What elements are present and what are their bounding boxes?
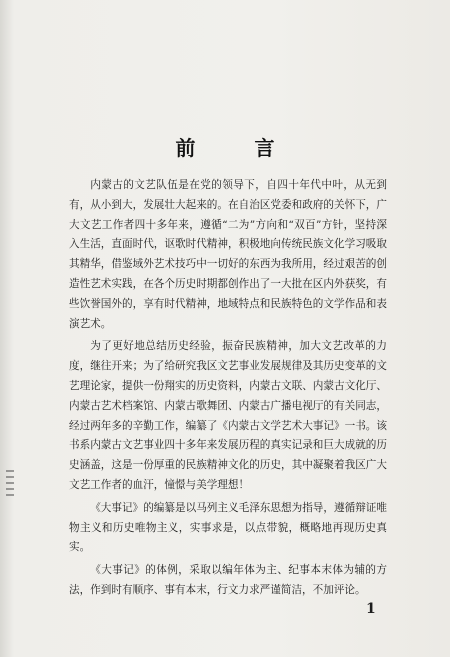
body-text bbox=[69, 176, 387, 604]
paragraph: 《大事记》的编纂是以马列主义毛泽东思想为指导，遵循辩证唯物主义和历史唯物主义，实事求是，以点带貌，概略地再现历史真实。 bbox=[69, 501, 387, 554]
page-number: 1 bbox=[366, 601, 376, 617]
paragraph: 为了更好地总结历史经验，振奋民族精神，加大文艺改革的力度，继往开来；为了给研究我区文艺事业发展规律及其历史变革的文艺理论家，提供一份翔实的历史资料，内蒙古文联、内蒙古文化厅、内蒙古艺术档案馆、内蒙古歌舞团、内蒙古广播电视厅的有关同志，经过两年多的辛勤工作，编纂了《内蒙古文学艺术大事记》一书。该书系内蒙古文艺事业四十多年来发展历程的真实记录和巨大成就的历史涵盖，这是一份厚重的民族精神文化的历史，其中凝聚着我区广大文艺工作者的血汗，憧憬与美学理想！ bbox=[69, 340, 387, 491]
paragraph: 《大事记》的体例，采取以编年体为主、纪事本末体为辅的方法，作到时有顺序、事有本末，行文力求严谨简洁，不加评论。 bbox=[69, 564, 387, 596]
binding-marks bbox=[6, 470, 14, 500]
page-title: 前 言 bbox=[175, 136, 301, 160]
paragraph: 内蒙古的文艺队伍是在党的领导下，自四十年代中叶，从无到有，从小到大，发展壮大起来的。在自治区党委和政府的关怀下，广大文艺工作者四十多年来，遵循“二为”方向和“双百”方针，坚持深入生活，直面时代，讴歌时代精神，积极地向传统民族文化学习吸取其精华，借鉴域外艺术技巧中一切好的东西为我所用，经过艰苦的创造性艺术实践，在各个历史时期都创作出了一大批在区内外获奖，有些饮誉国外的，享有时代精神，地域特点和民族特色的文学作品和表演艺术。 bbox=[69, 179, 387, 330]
